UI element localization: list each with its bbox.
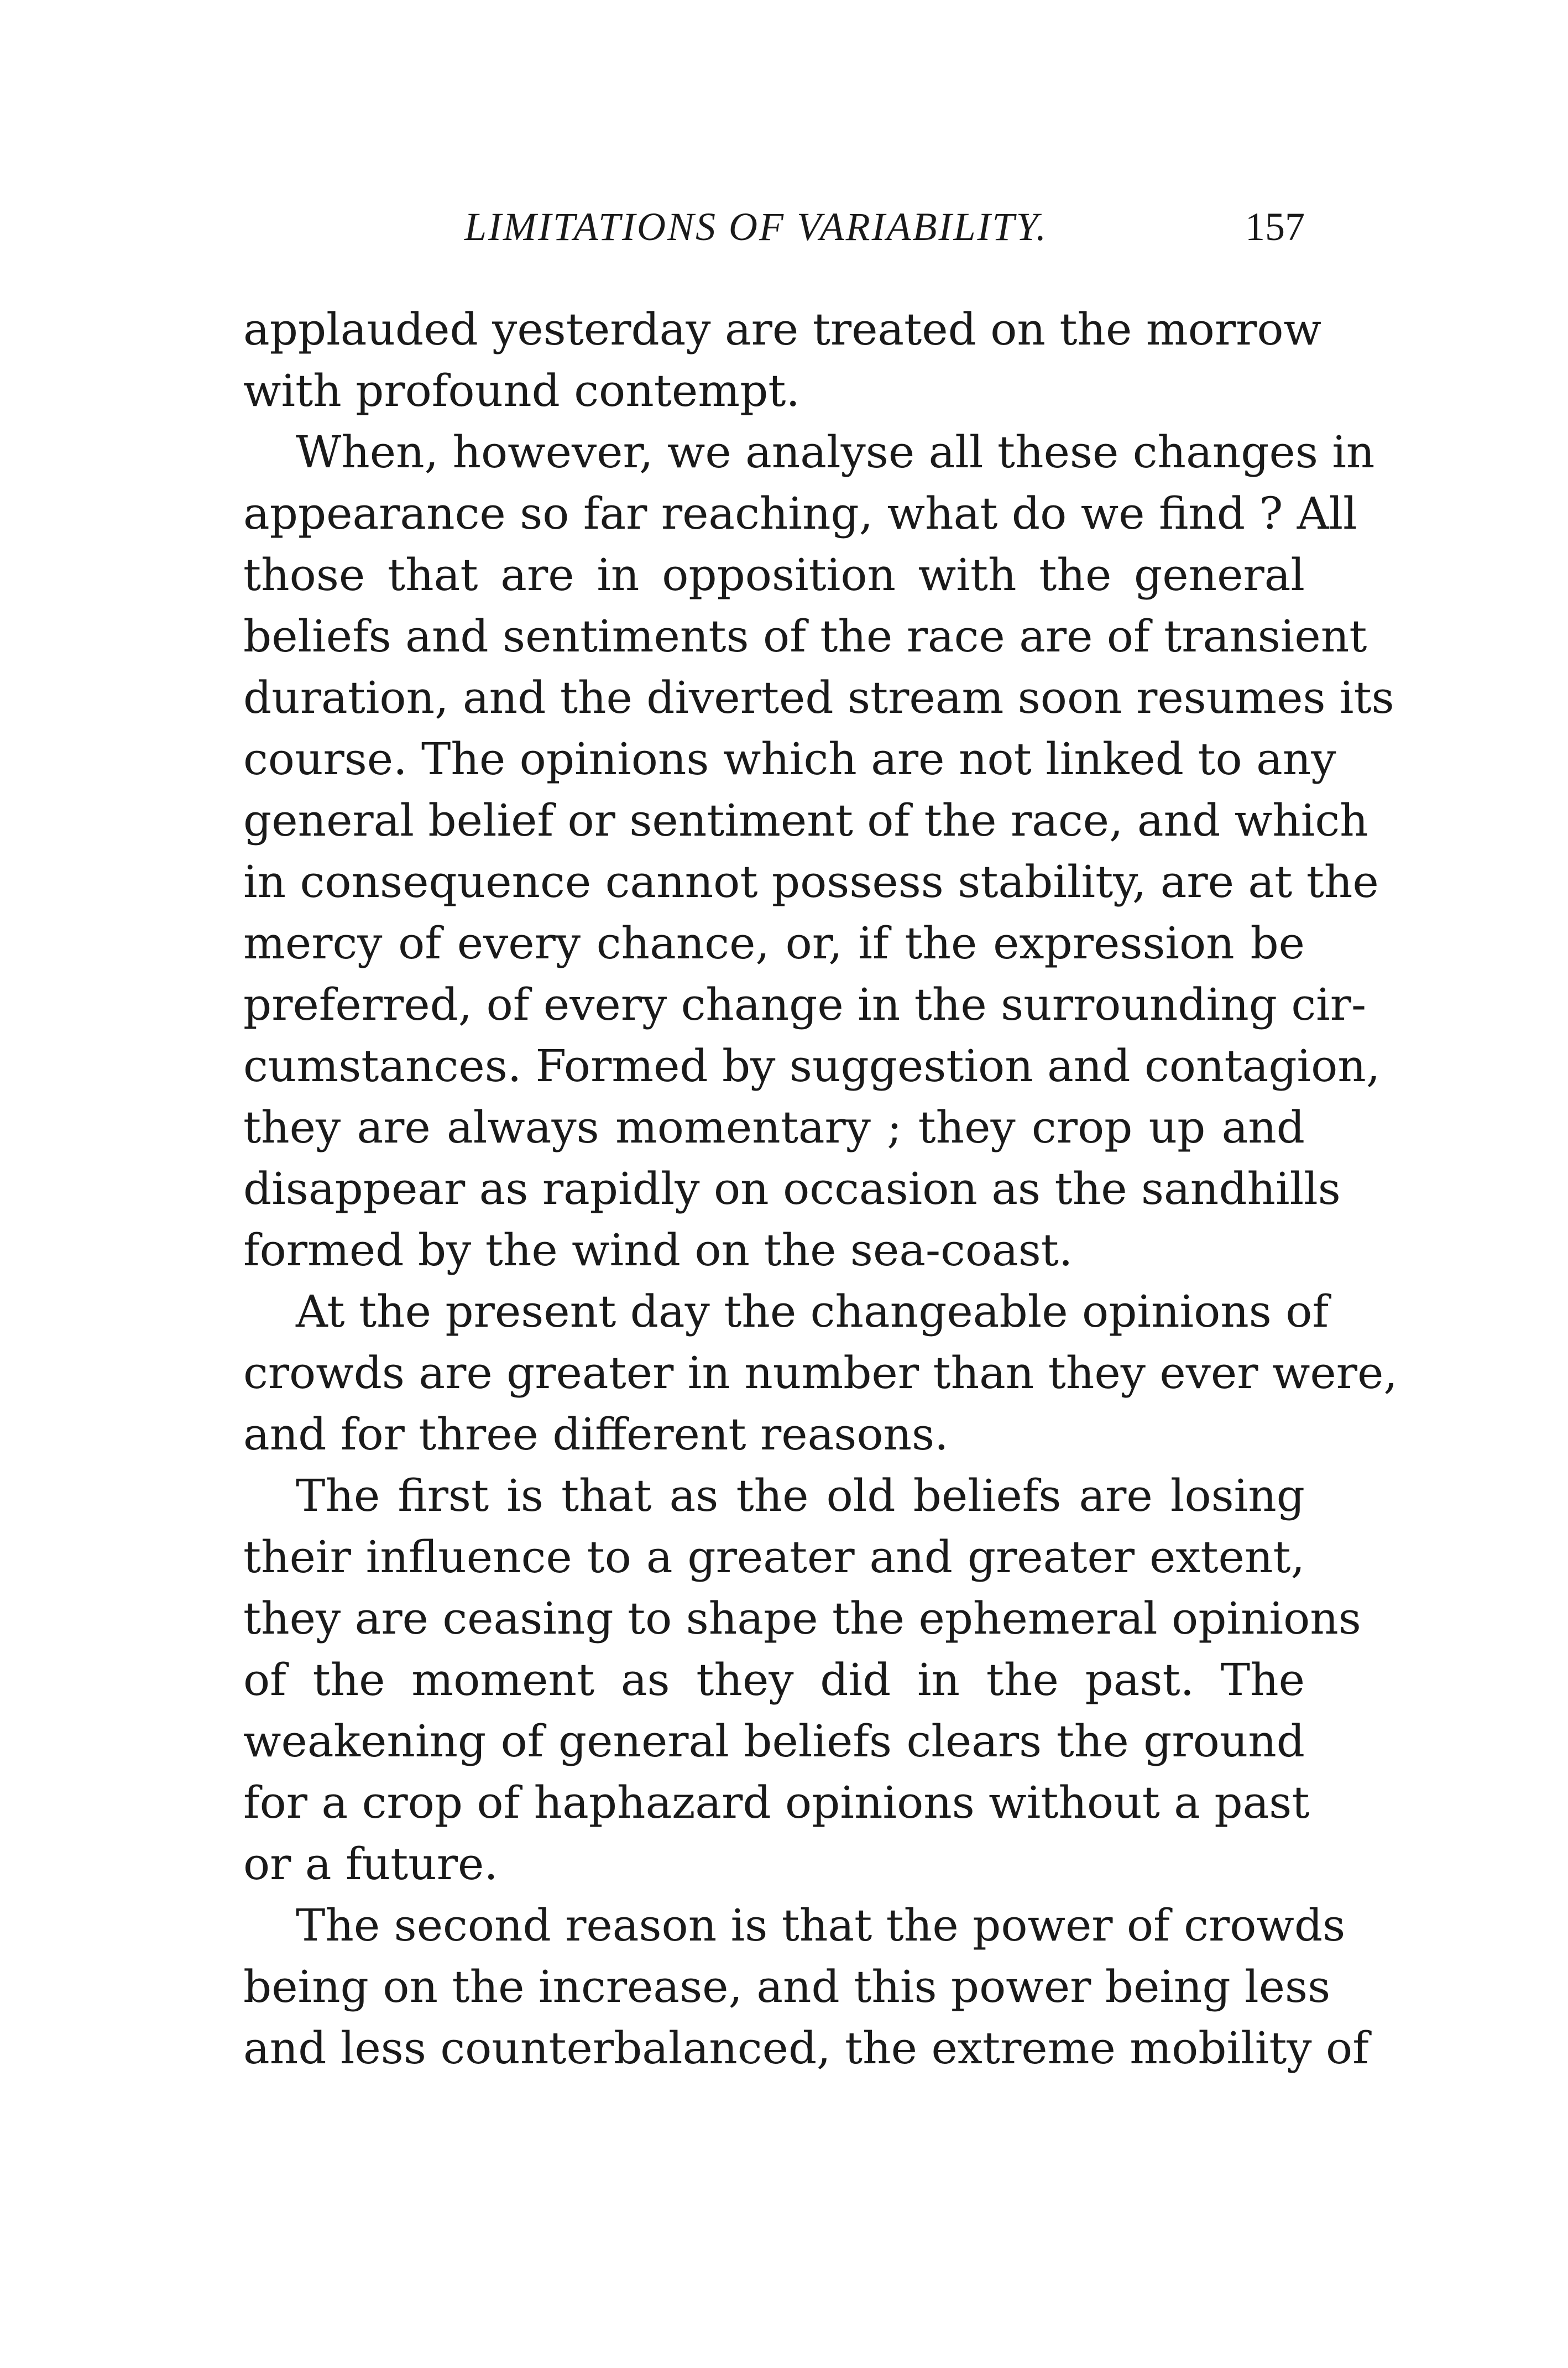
text-line: they are ceasing to shape the ephemeral opinions: [243, 1593, 1361, 1644]
text-line: of the moment as they did in the past. The: [243, 1654, 1305, 1705]
text-line: appearance so far reaching, what do we find ? All: [243, 488, 1357, 539]
text-line: general belief or sentiment of the race, and which: [243, 795, 1368, 846]
text-line: disappear as rapidly on occasion as the sandhills: [243, 1163, 1341, 1214]
paragraph: [243, 1895, 1369, 2079]
text-line: applauded yesterday are treated on the morrow: [243, 304, 1321, 355]
text-line: and less counterbalanced, the extreme mobility of: [243, 2022, 1369, 2074]
text-line: preferred, of every change in the surrounding cir-: [243, 979, 1367, 1030]
text-line: those that are in opposition with the general: [243, 549, 1305, 601]
text-line: in consequence cannot possess stability, are at the: [243, 856, 1379, 907]
text-line: At the present day the changeable opinions of: [296, 1286, 1329, 1337]
text-line: cumstances. Formed by suggestion and contagion,: [243, 1040, 1381, 1092]
text-line: with profound contempt.: [243, 365, 800, 416]
paragraph: [243, 1281, 1398, 1465]
page-number: 157: [1245, 205, 1305, 249]
paragraph-continuation: [243, 299, 1321, 421]
running-title: LIMITATIONS OF VARIABILITY.: [464, 205, 1048, 249]
text-line: When, however, we analyse all these changes in: [296, 426, 1375, 478]
text-line: they are always momentary ; they crop up and: [243, 1102, 1305, 1153]
text-line: The second reason is that the power of crowds: [296, 1900, 1346, 1951]
body-text: [243, 299, 1398, 2079]
text-line: beliefs and sentiments of the race are of transient: [243, 611, 1367, 662]
text-line: formed by the wind on the sea-coast.: [243, 1224, 1073, 1276]
text-line: The first is that as the old beliefs are losing: [296, 1470, 1305, 1521]
text-line: for a crop of haphazard opinions without a past: [243, 1777, 1310, 1828]
text-line: mercy of every chance, or, if the expression be: [243, 917, 1305, 969]
text-line: weakening of general beliefs clears the ground: [243, 1715, 1305, 1767]
text-line: course. The opinions which are not linked to any: [243, 733, 1336, 785]
paragraph: [243, 1465, 1361, 1895]
running-head: [243, 199, 1305, 254]
text-line: crowds are greater in number than they ever were,: [243, 1347, 1398, 1399]
text-line: their influence to a greater and greater extent,: [243, 1531, 1305, 1583]
text-line: duration, and the diverted stream soon resumes its: [243, 672, 1394, 723]
text-line: or a future.: [243, 1838, 498, 1890]
paragraph: [243, 421, 1394, 1281]
text-line: and for three different reasons.: [243, 1409, 949, 1460]
text-line: being on the increase, and this power being less: [243, 1961, 1331, 2012]
